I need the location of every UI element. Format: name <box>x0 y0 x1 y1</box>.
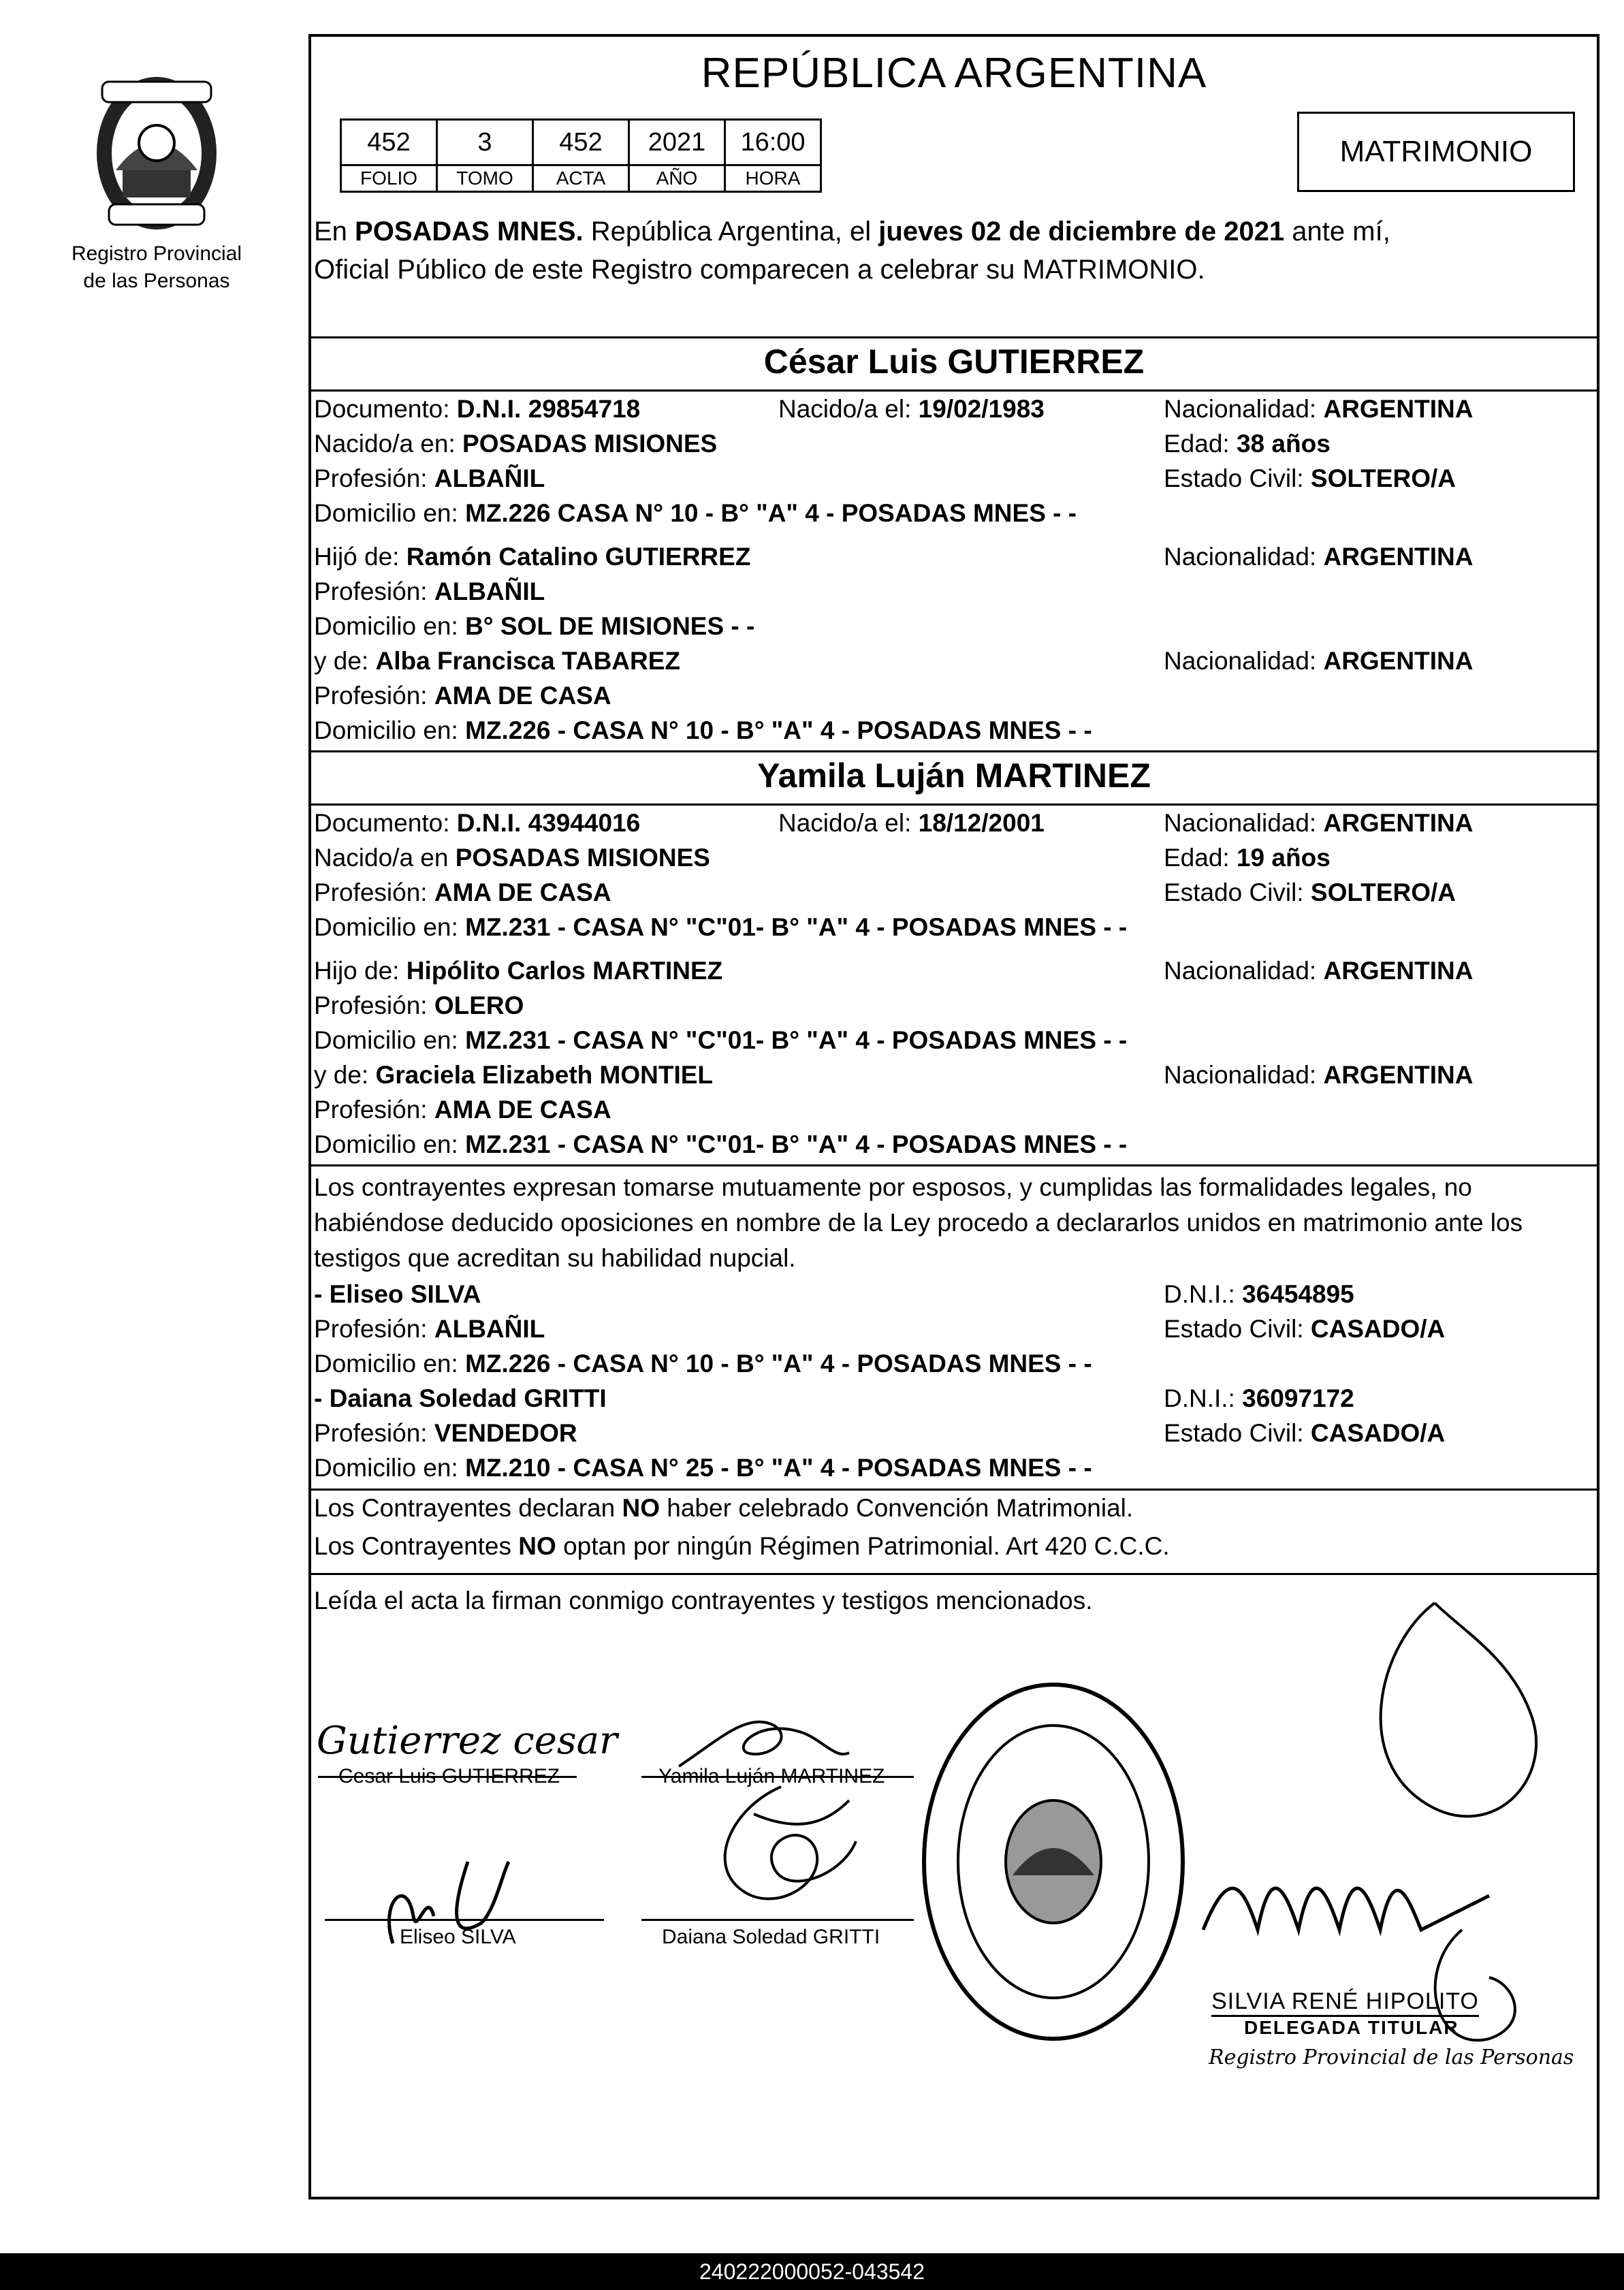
divider <box>311 1489 1597 1491</box>
official-name: SILVIA RENÉ HIPOLITO <box>1211 1988 1479 2017</box>
declaration-text: Los contrayentes expresan tomarse mutuamente por esposos, y cumplidas las formalidades legales, no habiéndose deducido oposiciones en nombre de la Ley procedo a declararlos unidos en matrimonio ante los testigos que acreditan su habilidad nupcial. <box>314 1173 1523 1272</box>
divider <box>311 804 1597 806</box>
province-seal-icon <box>89 68 225 238</box>
divider <box>311 1573 1597 1575</box>
spouse1-mother: y de: Alba Francisca TABAREZ <box>314 647 681 675</box>
spouse1-nationality: Nacionalidad: ARGENTINA <box>1164 395 1474 423</box>
logo-caption-1: Registro Provincial <box>71 242 242 265</box>
spouse1-mother-address: Domicilio en: MZ.226 - CASA N° 10 - B° "A" 4 - POSADAS MNES - - <box>314 716 1092 744</box>
spouse2-mother-nationality: Nacionalidad: ARGENTINA <box>1164 1061 1474 1089</box>
witness1-dni: D.N.I.: 36454895 <box>1164 1280 1354 1308</box>
spouse1-age: Edad: 38 años <box>1164 430 1331 458</box>
spouse2-profession: Profesión: AMA DE CASA <box>314 878 611 906</box>
acta-value: 452 <box>533 120 629 165</box>
certificate-type: MATRIMONIO <box>1297 112 1575 192</box>
registry-logo <box>68 68 245 293</box>
document-code: 240222000052-043542 <box>0 2253 1624 2290</box>
divider <box>311 750 1597 752</box>
spouse1-document: Documento: D.N.I. 29854718 <box>314 395 641 423</box>
folio-label: FOLIO <box>341 165 437 192</box>
signature-gutierrez: Gutierrez cesar <box>317 1719 618 1763</box>
signature-line <box>325 1919 604 1921</box>
divider <box>311 1164 1597 1166</box>
spouse1-civil-status: Estado Civil: SOLTERO/A <box>1164 464 1456 492</box>
spouse2-name: Yamila Luján MARTINEZ <box>757 757 1151 795</box>
signature-label-2: Yamila Luján MARTINEZ <box>658 1765 885 1787</box>
witness1-civil-status: Estado Civil: CASADO/A <box>1164 1315 1446 1343</box>
signature-label-1: Cesar Luis GUTIERREZ <box>338 1765 560 1787</box>
anio-label: AÑO <box>629 165 725 192</box>
acta-label: ACTA <box>533 165 629 192</box>
spouse1-father-address: Domicilio en: B° SOL DE MISIONES - - <box>314 612 755 640</box>
signature-label-3: Eliseo SILVA <box>400 1926 516 1948</box>
signature-gritti-icon <box>679 1780 883 1930</box>
witness2-dni: D.N.I.: 36097172 <box>1164 1384 1354 1412</box>
witness1-profession: Profesión: ALBAÑIL <box>314 1315 545 1343</box>
spouse2-birthdate: Nacido/a el: 18/12/2001 <box>778 809 1045 837</box>
anio-value: 2021 <box>629 120 725 165</box>
spouse1-profession: Profesión: ALBAÑIL <box>314 464 545 492</box>
tomo-label: TOMO <box>437 165 533 192</box>
logo-caption-2: de las Personas <box>83 270 230 292</box>
witness1-name: - Eliseo SILVA <box>314 1280 481 1308</box>
spouse1-father: Hijó de: Ramón Catalino GUTIERREZ <box>314 543 751 571</box>
intro-text: En POSADAS MNES. República Argentina, el jueves 02 de diciembre de 2021 ante mí, Oficial Público de este Registro comparecen a celebrar su MATRIMONIO. <box>314 217 1390 285</box>
convention-1: Los Contrayentes declaran NO haber celebrado Convención Matrimonial. <box>314 1494 1134 1522</box>
witness2-address: Domicilio en: MZ.210 - CASA N° 25 - B° "A" 4 - POSADAS MNES - - <box>314 1454 1092 1482</box>
spouse2-mother-address: Domicilio en: MZ.231 - CASA N° "C"01- B° "A" 4 - POSADAS MNES - - <box>314 1130 1128 1158</box>
spouse2-address: Domicilio en: MZ.231 - CASA N° "C"01- B° "A" 4 - POSADAS MNES - - <box>314 913 1128 941</box>
witness2-civil-status: Estado Civil: CASADO/A <box>1164 1419 1446 1447</box>
spouse2-mother: y de: Graciela Elizabeth MONTIEL <box>314 1061 714 1089</box>
signature-label-4: Daiana Soledad GRITTI <box>662 1926 880 1948</box>
spouse2-father-address: Domicilio en: MZ.231 - CASA N° "C"01- B° "A" 4 - POSADAS MNES - - <box>314 1026 1128 1054</box>
spouse1-birthdate: Nacido/a el: 19/02/1983 <box>778 395 1045 423</box>
official-title: DELEGADA TITULAR <box>1244 2017 1459 2038</box>
page-title: REPÚBLICA ARGENTINA <box>701 50 1207 97</box>
spouse1-name: César Luis GUTIERREZ <box>763 343 1145 381</box>
spouse1-father-nationality: Nacionalidad: ARGENTINA <box>1164 543 1474 571</box>
witness1-address: Domicilio en: MZ.226 - CASA N° 10 - B° "A" 4 - POSADAS MNES - - <box>314 1350 1092 1378</box>
spouse1-address: Domicilio en: MZ.226 CASA N° 10 - B° "A" 4 - POSADAS MNES - - <box>314 499 1077 527</box>
folio-value: 452 <box>341 120 437 165</box>
witness2-profession: Profesión: VENDEDOR <box>314 1419 577 1447</box>
spouse2-civil-status: Estado Civil: SOLTERO/A <box>1164 878 1456 906</box>
spouse2-age: Edad: 19 años <box>1164 844 1331 872</box>
witness2-name: - Daiana Soledad GRITTI <box>314 1384 607 1412</box>
closing-text: Leída el acta la firman conmigo contrayentes y testigos mencionados. <box>314 1587 1093 1615</box>
spouse2-birthplace: Nacido/a en POSADAS MISIONES <box>314 844 710 872</box>
divider <box>311 389 1597 392</box>
spouse2-nationality: Nacionalidad: ARGENTINA <box>1164 809 1474 837</box>
spouse1-birthplace: Nacido/a en: POSADAS MISIONES <box>314 430 718 458</box>
registry-stamp-icon <box>910 1671 1196 2052</box>
spouse1-mother-nationality: Nacionalidad: ARGENTINA <box>1164 647 1474 675</box>
spouse2-mother-profession: Profesión: AMA DE CASA <box>314 1096 611 1124</box>
hora-label: HORA <box>725 165 821 192</box>
spouse1-father-profession: Profesión: ALBAÑIL <box>314 577 545 605</box>
official-org: Registro Provincial de las Personas <box>1209 2046 1574 2069</box>
certificate-frame <box>308 34 1599 2199</box>
record-table <box>340 118 822 193</box>
hora-value: 16:00 <box>725 120 821 165</box>
spouse2-father-profession: Profesión: OLERO <box>314 991 524 1019</box>
tomo-value: 3 <box>437 120 533 165</box>
spouse2-document: Documento: D.N.I. 43944016 <box>314 809 641 837</box>
spouse2-father-nationality: Nacionalidad: ARGENTINA <box>1164 957 1474 985</box>
divider <box>311 336 1597 338</box>
signature-line <box>641 1919 914 1921</box>
spouse2-father: Hijo de: Hipólito Carlos MARTINEZ <box>314 957 723 985</box>
convention-2: Los Contrayentes NO optan por ningún Régimen Patrimonial. Art 420 C.C.C. <box>314 1532 1170 1560</box>
spouse1-mother-profession: Profesión: AMA DE CASA <box>314 682 611 710</box>
